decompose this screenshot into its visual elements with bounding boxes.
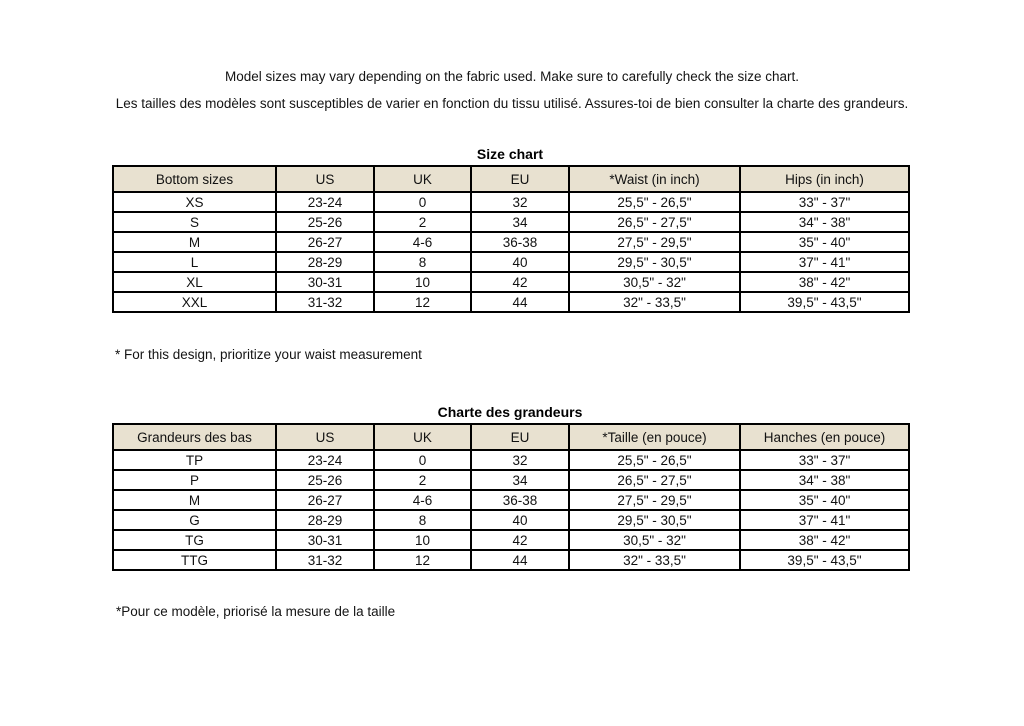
size-value-cell: 0 — [374, 192, 471, 212]
size-value-cell: 32" - 33,5" — [569, 550, 740, 570]
size-value-cell: 44 — [471, 550, 569, 570]
table-header-row — [113, 166, 909, 192]
size-label-cell: TP — [113, 450, 276, 470]
column-header: US — [276, 424, 374, 450]
size-chart-table-english — [112, 165, 910, 313]
size-value-cell: 28-29 — [276, 510, 374, 530]
size-value-cell: 0 — [374, 450, 471, 470]
size-label-cell: M — [113, 490, 276, 510]
size-chart-title-english: Size chart — [476, 146, 544, 162]
waist-footnote-english: * For this design, prioritize your waist measurement — [115, 347, 422, 362]
size-value-cell: 2 — [374, 212, 471, 232]
size-value-cell: 35" - 40" — [740, 490, 909, 510]
size-value-cell: 4-6 — [374, 232, 471, 252]
table-row — [113, 272, 909, 292]
size-value-cell: 30-31 — [276, 530, 374, 550]
intro-text-english: Model sizes may vary depending on the fabric used. Make sure to carefully check the size chart. — [224, 69, 800, 84]
column-header: Hips (in inch) — [740, 166, 909, 192]
size-value-cell: 34 — [471, 470, 569, 490]
size-value-cell: 40 — [471, 252, 569, 272]
table-row — [113, 510, 909, 530]
table-row — [113, 530, 909, 550]
size-value-cell: 40 — [471, 510, 569, 530]
size-value-cell: 32 — [471, 450, 569, 470]
size-value-cell: 26-27 — [276, 232, 374, 252]
size-value-cell: 25-26 — [276, 470, 374, 490]
intro-text-french: Les tailles des modèles sont susceptibles de varier en fonction du tissu utilisé. Assures-toi de bien consulter la charte des grandeurs. — [115, 96, 909, 111]
size-label-cell: P — [113, 470, 276, 490]
table-row — [113, 550, 909, 570]
column-header: Grandeurs des bas — [113, 424, 276, 450]
size-value-cell: 12 — [374, 550, 471, 570]
size-value-cell: 2 — [374, 470, 471, 490]
size-value-cell: 25-26 — [276, 212, 374, 232]
size-value-cell: 36-38 — [471, 232, 569, 252]
size-value-cell: 33" - 37" — [740, 450, 909, 470]
size-value-cell: 29,5" - 30,5" — [569, 510, 740, 530]
size-value-cell: 30-31 — [276, 272, 374, 292]
column-header: Hanches (en pouce) — [740, 424, 909, 450]
size-value-cell: 28-29 — [276, 252, 374, 272]
table-row — [113, 252, 909, 272]
size-label-cell: XS — [113, 192, 276, 212]
size-value-cell: 10 — [374, 272, 471, 292]
size-value-cell: 26,5" - 27,5" — [569, 470, 740, 490]
size-label-cell: TG — [113, 530, 276, 550]
size-value-cell: 38" - 42" — [740, 272, 909, 292]
table-row — [113, 192, 909, 212]
size-value-cell: 27,5" - 29,5" — [569, 490, 740, 510]
size-chart-title-french: Charte des grandeurs — [437, 404, 583, 420]
size-label-cell: S — [113, 212, 276, 232]
size-value-cell: 12 — [374, 292, 471, 312]
size-value-cell: 30,5" - 32" — [569, 272, 740, 292]
column-header: UK — [374, 424, 471, 450]
size-label-cell: XXL — [113, 292, 276, 312]
size-value-cell: 34" - 38" — [740, 212, 909, 232]
table-row — [113, 490, 909, 510]
size-value-cell: 39,5" - 43,5" — [740, 550, 909, 570]
waist-footnote-french: *Pour ce modèle, priorisé la mesure de la taille — [116, 604, 396, 619]
size-value-cell: 34" - 38" — [740, 470, 909, 490]
size-label-cell: XL — [113, 272, 276, 292]
size-value-cell: 37" - 41" — [740, 252, 909, 272]
column-header: *Taille (en pouce) — [569, 424, 740, 450]
size-value-cell: 32 — [471, 192, 569, 212]
size-value-cell: 26-27 — [276, 490, 374, 510]
size-value-cell: 42 — [471, 530, 569, 550]
column-header: EU — [471, 166, 569, 192]
size-value-cell: 23-24 — [276, 192, 374, 212]
size-value-cell: 38" - 42" — [740, 530, 909, 550]
size-value-cell: 44 — [471, 292, 569, 312]
size-value-cell: 25,5" - 26,5" — [569, 450, 740, 470]
size-value-cell: 10 — [374, 530, 471, 550]
size-label-cell: M — [113, 232, 276, 252]
size-label-cell: TTG — [113, 550, 276, 570]
column-header: US — [276, 166, 374, 192]
table-row — [113, 292, 909, 312]
size-value-cell: 26,5" - 27,5" — [569, 212, 740, 232]
table-header-row — [113, 424, 909, 450]
size-value-cell: 8 — [374, 252, 471, 272]
size-value-cell: 29,5" - 30,5" — [569, 252, 740, 272]
size-value-cell: 31-32 — [276, 292, 374, 312]
table-row — [113, 212, 909, 232]
size-label-cell: L — [113, 252, 276, 272]
size-value-cell: 23-24 — [276, 450, 374, 470]
table-row — [113, 232, 909, 252]
size-value-cell: 27,5" - 29,5" — [569, 232, 740, 252]
size-value-cell: 4-6 — [374, 490, 471, 510]
size-value-cell: 34 — [471, 212, 569, 232]
table-row — [113, 470, 909, 490]
size-value-cell: 42 — [471, 272, 569, 292]
size-value-cell: 25,5" - 26,5" — [569, 192, 740, 212]
size-value-cell: 30,5" - 32" — [569, 530, 740, 550]
table-row — [113, 450, 909, 470]
column-header: *Waist (in inch) — [569, 166, 740, 192]
size-value-cell: 36-38 — [471, 490, 569, 510]
column-header: UK — [374, 166, 471, 192]
size-value-cell: 31-32 — [276, 550, 374, 570]
size-chart-table-french — [112, 423, 910, 571]
size-value-cell: 33" - 37" — [740, 192, 909, 212]
size-value-cell: 32" - 33,5" — [569, 292, 740, 312]
column-header: Bottom sizes — [113, 166, 276, 192]
size-value-cell: 39,5" - 43,5" — [740, 292, 909, 312]
size-value-cell: 35" - 40" — [740, 232, 909, 252]
size-value-cell: 8 — [374, 510, 471, 530]
size-value-cell: 37" - 41" — [740, 510, 909, 530]
size-label-cell: G — [113, 510, 276, 530]
column-header: EU — [471, 424, 569, 450]
